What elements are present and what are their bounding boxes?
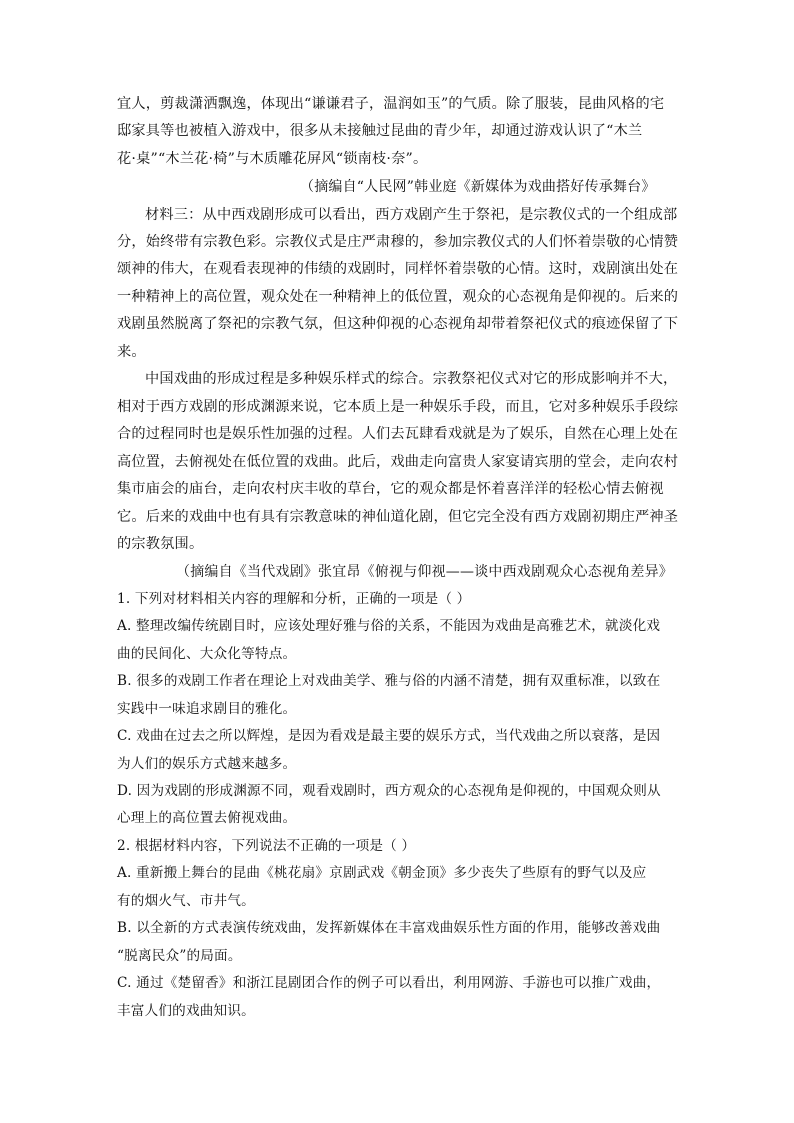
option-a-cont: 有的烟火气、市井气。 bbox=[117, 893, 255, 909]
option-b: B. 以全新的方式表演传统戏曲，发挥新媒体在丰富戏曲娱乐性方面的作用，能够改善戏曲 bbox=[117, 920, 661, 936]
text-line: 来。 bbox=[117, 344, 146, 360]
text-line: 花·桌”“木兰花·椅”与木质雕花屏风“锁南枝·奈”。 bbox=[117, 151, 428, 167]
text-line: 材料三：从中西戏剧形成可以看出，西方戏剧产生于祭祀，是宗教仪式的一个组成部 bbox=[145, 207, 678, 223]
source-citation: （摘编自“人民网”韩业庭《新媒体为戏曲搭好传承舞台》 bbox=[300, 179, 656, 195]
option-b-cont: 实践中一味追求剧目的雅化。 bbox=[117, 701, 297, 717]
text-line: 中国戏曲的形成过程是多种娱乐样式的综合。宗教祭祀仪式对它的形成影响并不大， bbox=[145, 371, 678, 387]
text-line: 宜人，剪裁潇洒飘逸，体现出“谦谦君子，温润如玉”的气质。除了服装，昆曲风格的宅 bbox=[117, 96, 665, 112]
option-c-cont: 丰富人们的戏曲知识。 bbox=[117, 1003, 255, 1019]
text-line: 的宗教氛围。 bbox=[117, 536, 204, 552]
text-line: 高位置，去俯视处在低位置的戏曲。此后，戏曲走向富贵人家宴请宾朋的堂会，走向农村 bbox=[117, 454, 679, 470]
option-c: C. 戏曲在过去之所以辉煌，是因为看戏是最主要的娱乐方式，当代戏曲之所以衰落，是因 bbox=[117, 728, 661, 744]
text-line: 邸家具等也被植入游戏中，很多从未接触过昆曲的青少年，却通过游戏认识了“木兰 bbox=[117, 123, 643, 139]
option-a: A. 整理改编传统剧目时，应该处理好雅与俗的关系，不能因为戏曲是高雅艺术，就淡化戏 bbox=[117, 618, 661, 634]
text-line: 分，始终带有宗教色彩。宗教仪式是庄严肃穆的，参加宗教仪式的人们怀着崇敬的心情赞 bbox=[117, 234, 679, 250]
text-line: 颂神的伟大，在观看表现神的伟绩的戏剧时，同样怀着崇敬的心情。这时，戏剧演出处在 bbox=[117, 261, 679, 277]
option-b-cont: “脱离民众”的局面。 bbox=[117, 948, 242, 964]
text-line: 它。后来的戏曲中也有具有宗教意味的神仙道化剧，但它完全没有西方戏剧初期庄严神圣 bbox=[117, 509, 679, 525]
text-line: 集市庙会的庙台，走向农村庆丰收的草台，它的观众都是怀着喜洋洋的轻松心情去俯视 bbox=[117, 481, 664, 497]
option-c-cont: 为人们的娱乐方式越来越多。 bbox=[117, 756, 297, 772]
option-a-cont: 曲的民间化、大众化等特点。 bbox=[117, 646, 297, 662]
option-b: B. 很多的戏剧工作者在理论上对戏曲美学、雅与俗的内涵不清楚，拥有双重标准，以致在 bbox=[117, 673, 661, 689]
question-stem: 2. 根据材料内容，下列说法不正确的一项是（ ） bbox=[117, 838, 416, 854]
option-a: A. 重新搬上舞台的昆曲《桃花扇》京剧武戏《朝金顶》多少丧失了些原有的野气以及应 bbox=[117, 865, 647, 881]
option-d: D. 因为戏剧的形成渊源不同，观看戏剧时，西方观众的心态视角是仰视的，中国观众则从 bbox=[117, 783, 661, 799]
option-c: C. 通过《楚留香》和浙江昆剧团合作的例子可以看出，利用网游、手游也可以推广戏曲， bbox=[117, 975, 661, 991]
option-d-cont: 心理上的高位置去俯视戏曲。 bbox=[117, 810, 297, 826]
text-line: 戏剧虽然脱离了祭祀的宗教气氛，但这种仰视的心态视角却带着祭祀仪式的痕迹保留了下 bbox=[117, 316, 679, 332]
text-line: 相对于西方戏剧的形成渊源来说，它本质上是一种娱乐手段，而且，它对多种娱乐手段综 bbox=[117, 399, 679, 415]
question-stem: 1. 下列对材料相关内容的理解和分析，正确的一项是（ ） bbox=[117, 591, 471, 607]
text-line: 一种精神上的高位置，观众处在一种精神上的低位置，观众的心态视角是仰视的。后来的 bbox=[117, 289, 679, 305]
text-line: 合的过程同时也是娱乐性加强的过程。人们去瓦肆看戏就是为了娱乐，自然在心理上处在 bbox=[117, 426, 679, 442]
source-citation: （摘编自《当代戏剧》张宜昂《俯视与仰视——谈中西戏剧观众心态视角差异》 bbox=[176, 564, 673, 580]
